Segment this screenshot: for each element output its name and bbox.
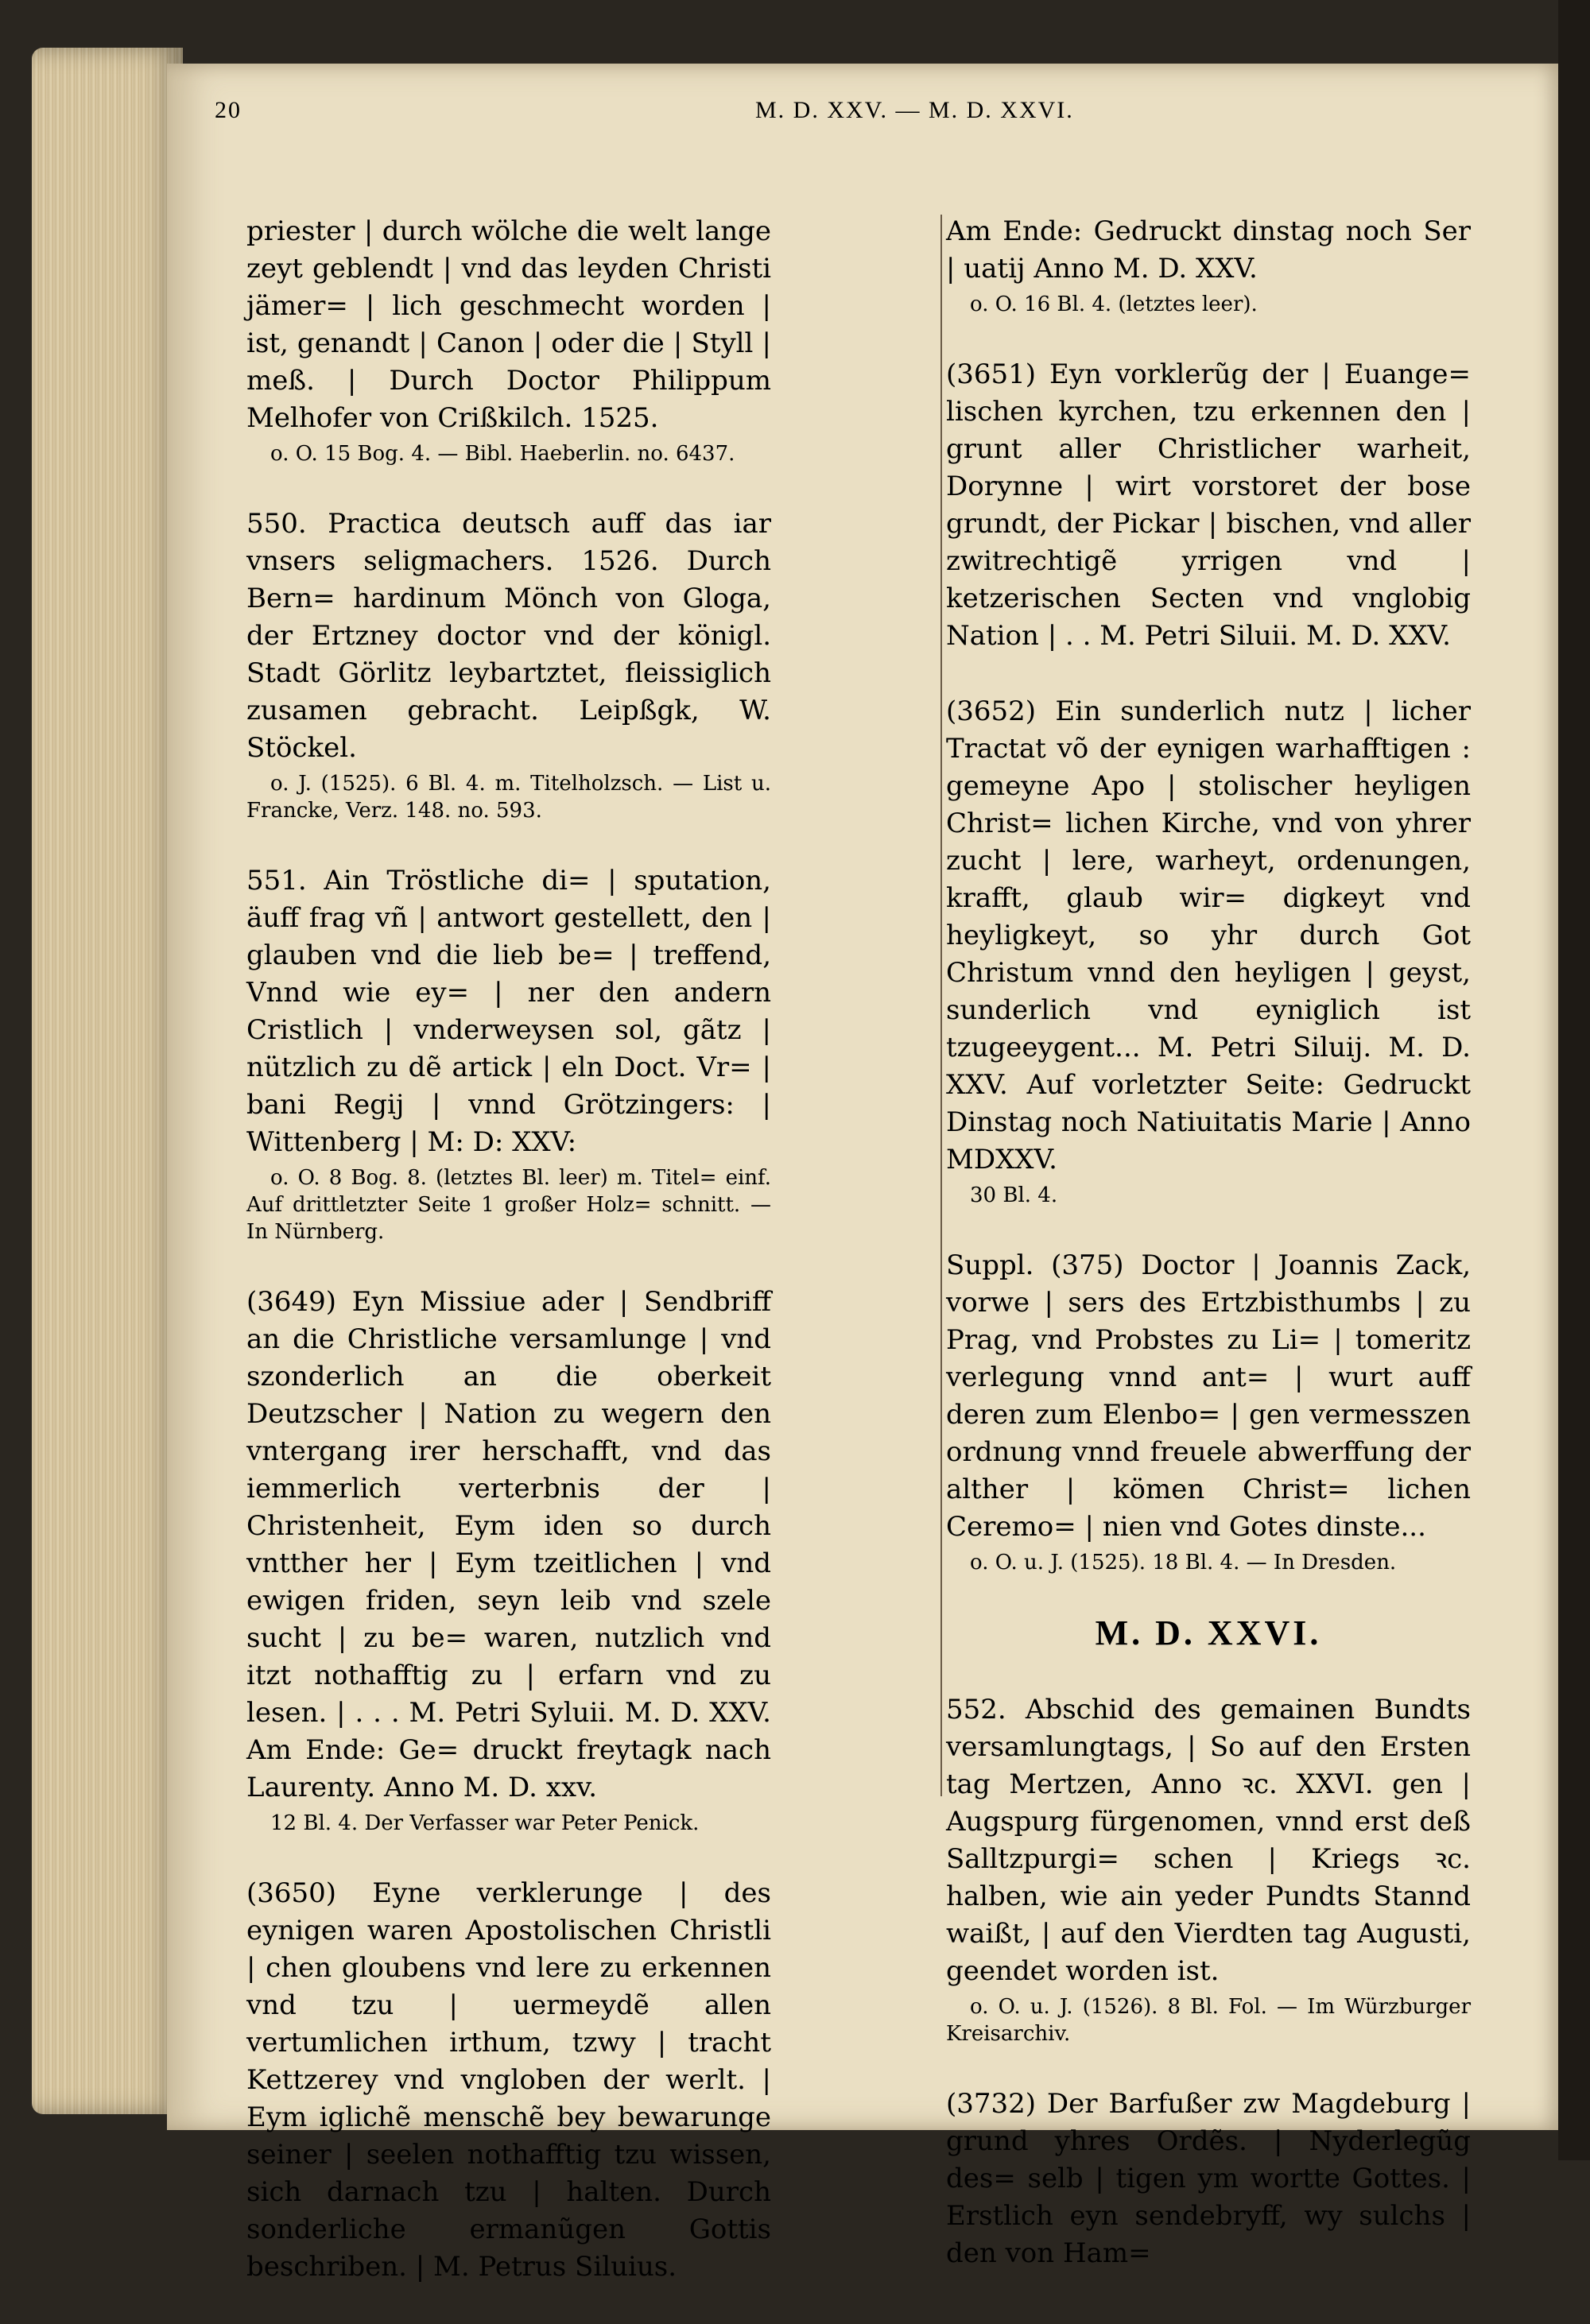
entry-3652 [946,693,1471,1209]
entry-text: 552. Abschid des gemainen Bundts versamlungtags, | So auf den Ersten tag Mertzen, Anno ꝛc. XXVI. gen | Augspurg fürgenomen, vnnd erst deß Salltzpurgi= schen | Kriegs ꝛc. halben, wie ain yeder Pundts Stannd waißt, | auf den Vierdten tag Augusti, geendet worden ist. [946,1694,1471,1987]
entry-note: o. J. (1525). 6 Bl. 4. m. Titelholzsch. — List u. Francke, Verz. 148. no. 593. [246,772,771,823]
entry-text: (3652) Ein sunderlich nutz | licher Tractat võ der eynigen warhafftigen : gemeyne Apo | stolischer heyligen Christ= lichen Kirche, vnd von yhrer zucht | lere, warheyt, ordenungen, krafft, glaub wir= digkeyt vnd heyligkeyt, so yhr durch Got Christum vnnd den heyligen | geyst, sunderlich vnd eyniglich ist tzugeeygent... M. Petri Siluij. M. D. XXV. Auf vorletzter Seite: Gedruckt Dinstag noch Natiuitatis Marie | Anno MDXXV. [946,695,1471,1176]
entry-550 [246,505,771,824]
entry-note: 12 Bl. 4. Der Verfasser war Peter Penick. [270,1811,700,1835]
entry-3732 [946,2086,1471,2272]
entry-text: (3649) Eyn Missiue ader | Sendbriff an die Christliche versamlunge | vnd szonderlich an die oberkeit Deutzscher | Nation zu wegern den vntergang irer herschafft, vnd das iemmerlich verterbnis der | Christenheit, Eym iden so durch vntther her | Eym tzeitlichen | vnd ewigen friden, seyn leib vnd szele sucht | zu be= waren, nutzlich vnd itzt nothafftig zu | erfarn vnd zu lesen. | . . . M. Petri Syluii. M. D. XXV. Am Ende: Ge= druckt freytagk nach Laurenty. Anno M. D. xxv. [246,1286,771,1803]
entry-text: (3732) Der Barfußer zw Magdeburg | grund yhres Ordẽs. | Nyderlegũg des= selb | tigen ym wortte Gottes. | Erstlich eyn sendebryff, wy sulchs | den von Ham= [946,2088,1471,2269]
entry-3650 [246,1875,771,2286]
entry-suppl-375 [946,1247,1471,1576]
column-divider [940,215,942,1796]
entry-note: 30 Bl. 4. [970,1183,1058,1207]
section-heading: M. D. XXVI. [1095,1613,1322,1652]
page-header [0,97,1590,129]
entry [246,213,771,467]
entry-3651 [946,356,1471,655]
left-column [246,213,771,2324]
entry-text: (3650) Eyne verklerunge | des eynigen waren Apostolischen Christli | chen gloubens vnd lere zu erkennen vnd tzu | uermeydẽ allen vertumlichen irthum, tzwy | tracht Kettzerey vnd vngloben der werlt. | Eym iglichẽ menschẽ bey bewarunge seiner | seelen nothafftig tzu wissen, sich darnach tzu | halten. Durch sonderliche ermanũgen Gottis beschriben. | M. Petrus Siluius. [246,1877,771,2283]
entry-note: o. O. u. J. (1526). 8 Bl. Fol. — Im Würzburger Kreisarchiv. [946,1995,1471,2046]
right-column [946,213,1471,2310]
entry-text: 550. Practica deutsch auff das iar vnsers seligmachers. 1526. Durch Bern= hardinum Mönch von Gloga, der Ertzney doctor vnd der königl. Stadt Görlitz leybartztet, fleissiglich zusamen gebracht. Leipßgk, W. Stöckel. [246,508,771,764]
running-title: M. D. XXV. — M. D. XXVI. [755,97,1074,123]
entry-551 [246,862,771,1245]
entry-note: o. O. u. J. (1525). 18 Bl. 4. — In Dresden. [970,1551,1397,1575]
entry-text: Suppl. (375) Doctor | Joannis Zack, vorwe | sers des Ertzbisthumbs | zu Prag, vnd Probstes zu Li= | tomeritz verlegung vnnd ant= | wurt auff deren zum Elenbo= | gen vermesszen ordnung vnnd freuele abwerffung der alther | kömen Christ= lichen Ceremo= | nien vnd Gotes dinste... [946,1249,1471,1543]
entry-note: o. O. 16 Bl. 4. (letztes leer). [970,292,1258,316]
page-number: 20 [215,97,242,123]
book-edge [32,48,183,2114]
entry-552 [946,1691,1471,2047]
entry-text: priester | durch wölche die welt lange zeyt geblendt | vnd das leyden Christi jämer= | lich geschmecht worden | ist, genandt | Canon | oder die | Styll | meß. | Durch Doctor Philippum Melhofer von Crißkilch. 1525. [246,215,771,434]
entry-text: 551. Ain Tröstliche di= | sputation, äuff frag vñ | antwort gestellett, den | glauben vnd die lieb be= | treffend, Vnnd wie ey= | ner den andern Cristlich | vnderweysen sol, gãtz | nützlich zu dẽ artick | eln Doct. Vr= | bani Regij | vnnd Grötzingers: | Wittenberg | M: D: XXV: [246,865,771,1158]
entry-3649 [246,1284,771,1837]
entry-continued [946,213,1471,318]
dark-background-edge [1558,0,1590,2160]
entry-text: Am Ende: Gedruckt dinstag noch Ser | uatij Anno M. D. XXV. [946,215,1471,285]
entry-text: (3651) Eyn vorklerũg der | Euange= lischen kyrchen, tzu erkennen den | grunt aller Christlicher warheit, Dorynne | wirt vorstoret der bose grundt, der Pickar | bischen, vnd aller zwitrechtigẽ yrrigen vnd | ketzerischen Secten vnd vnglobig Nation | . . M. Petri Siluii. M. D. XXV. [946,358,1471,652]
entry-note: o. O. 15 Bog. 4. — Bibl. Haeberlin. no. 6437. [270,442,735,466]
entry-note: o. O. 8 Bog. 8. (letztes Bl. leer) m. Titel= einf. Auf drittletzter Seite 1 großer Holz= schnitt. — In Nürnberg. [246,1166,771,1244]
